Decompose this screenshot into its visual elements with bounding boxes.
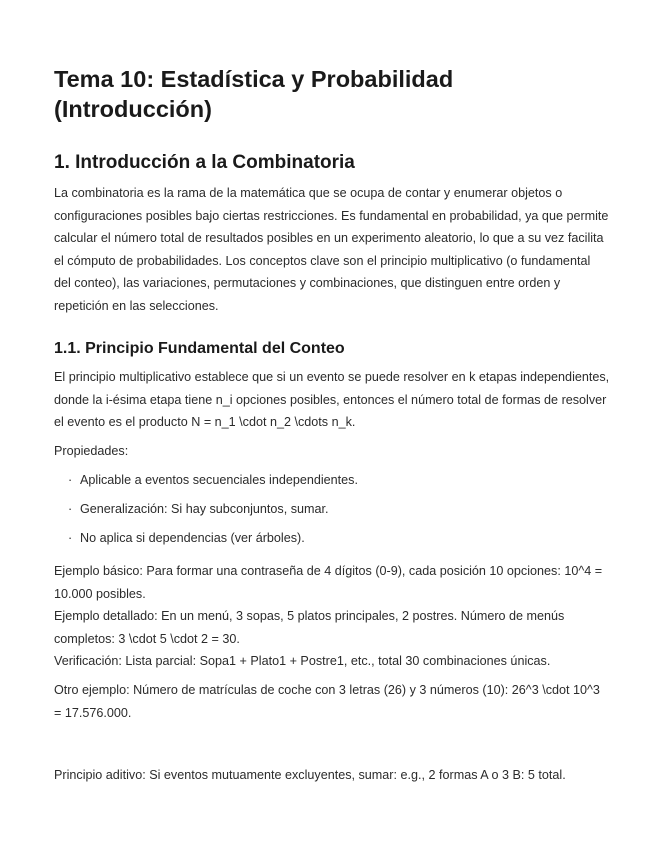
list-item-text: Aplicable a eventos secuenciales independientes. (80, 473, 358, 487)
principio-paragraph: El principio multiplicativo establece que si un evento se puede resolver en k etapas independientes, donde la i-ésima etapa tiene n_i opciones posibles, entonces el número total de formas de resolver el evento es el producto N = n_1 \cdot n_2 \cdots n_k. (54, 370, 610, 429)
bullet-icon: · (68, 502, 73, 516)
document-title: Tema 10: Estadística y Probabilidad (Introducción) (54, 66, 454, 122)
intro-paragraph: La combinatoria es la rama de la matemática que se ocupa de contar y enumerar objetos o configuraciones posibles bajo ciertas restricciones. Es fundamental en probabilidad, ya que permite calcular el número total de resultados posibles en un experimento aleatorio, lo que a su vez facilita el cómputo de probabilidades. Los conceptos clave son el principio multiplicativo (o fundamental del conteo), las variaciones, permutaciones y combinaciones, que distinguen entre orden y repetición en las selecciones. (54, 186, 609, 313)
properties-list (68, 469, 358, 556)
other-example: Otro ejemplo: Número de matrículas de coche con 3 letras (26) y 3 números (10): 26^3 \cdot 10^3 = 17.576.000. (54, 683, 600, 720)
bullet-icon: · (68, 531, 73, 545)
verification-text: Verificación: Lista parcial: Sopa1 + Plato1 + Postre1, etc., total 30 combinaciones únicas. (54, 654, 551, 668)
example-detailed: Ejemplo detallado: En un menú, 3 sopas, 5 platos principales, 2 postres. Número de menús completos: 3 \cdot 5 \cdot 2 = 30. (54, 609, 565, 646)
list-item-text: Generalización: Si hay subconjuntos, sumar. (80, 502, 329, 516)
list-item (68, 527, 358, 556)
example-basic: Ejemplo básico: Para formar una contraseña de 4 dígitos (0-9), cada posición 10 opciones: 10^4 = 10.000 posibles. (54, 564, 603, 601)
properties-label: Propiedades: (54, 444, 129, 458)
additive-principle: Principio aditivo: Si eventos mutuamente excluyentes, sumar: e.g., 2 formas A o 3 B: 5 total. (54, 768, 566, 782)
list-item (68, 469, 358, 498)
list-item-text: No aplica si dependencias (ver árboles). (80, 531, 305, 545)
section-heading-introduccion: 1. Introducción a la Combinatoria (54, 152, 355, 173)
bullet-icon: · (68, 473, 73, 487)
list-item (68, 498, 358, 527)
subsection-heading-principio: 1.1. Principio Fundamental del Conteo (54, 340, 345, 357)
